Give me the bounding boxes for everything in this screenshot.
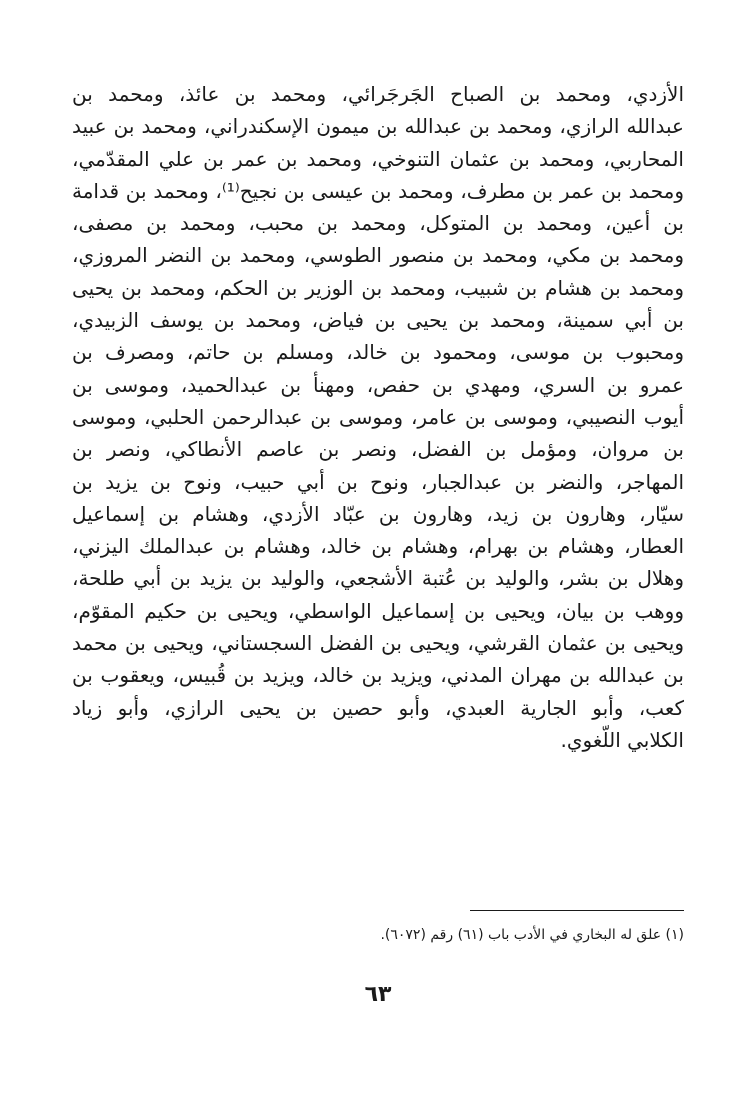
text-line: ومحمد بن هشام بن شبيب، ومحمد بن الوزير بن الحكم، ومحمد بن يحيى <box>72 275 684 300</box>
text-line: الكلابي اللّغوي. <box>560 727 684 752</box>
text-line: بن مروان، ومؤمل بن الفضل، ونصر بن عاصم الأنطاكي، ونصر بن <box>72 437 684 462</box>
text-line: بن أبي سمينة، ومحمد بن يحيى بن فياض، ومحمد بن يوسف الزبيدي، <box>72 308 684 333</box>
text-line: المحاربي، ومحمد بن عثمان التنوخي، ومحمد بن عمر بن علي المقدّمي، <box>72 146 684 171</box>
text-line: ووهب بن بيان، ويحيى بن إسماعيل الواسطي، ويحيى بن حكيم المقوّم، <box>72 598 684 623</box>
text-line: ويحيى بن عثمان القرشي، ويحيى بن الفضل السجستاني، ويحيى بن محمد <box>72 631 684 656</box>
footnote: (١) علق له البخاري في الأدب باب (٦١) رقم (٦٠٧٢). <box>380 927 684 943</box>
text-line: سيّار، وهارون بن زيد، وهارون بن عبّاد الأزدي، وهشام بن إسماعيل <box>72 501 684 526</box>
text-line: ومحمد بن مكي، ومحمد بن منصور الطوسي، ومحمد بن النضر المروزي، <box>72 243 684 268</box>
text-line: عبدالله الرازي، ومحمد بن عبدالله بن ميمون الإسكندراني، ومحمد بن عبيد <box>72 114 684 139</box>
text-line: بن عبدالله بن مهران المدني، ويزيد بن خالد، ويزيد بن قُبيس، ويعقوب بن <box>72 663 684 688</box>
text-line: المهاجر، والنضر بن عبدالجبار، ونوح بن أبي حبيب، ونوح بن يزيد بن <box>72 469 684 494</box>
text-line: وهلال بن بشر، والوليد بن عُتبة الأشجعي، والوليد بن يزيد بن أبي طلحة، <box>72 566 684 591</box>
text-line: أيوب النصيبي، وموسى بن عامر، وموسى بن عبدالرحمن الحلبي، وموسى <box>72 404 684 429</box>
text-line: عمرو بن السري، ومهدي بن حفص، ومهنأ بن عبدالحميد، وموسى بن <box>72 372 684 397</box>
page-number: ٦٣ <box>364 982 392 1007</box>
text-line: العطار، وهشام بن بهرام، وهشام بن خالد، وهشام بن عبدالملك اليزني، <box>72 534 684 559</box>
text-line: بن أعين، ومحمد بن المتوكل، ومحمد بن محبب، ومحمد بن مصفى، <box>72 211 684 236</box>
text-line: ومحبوب بن موسى، ومحمود بن خالد، ومسلم بن حاتم، ومصرف بن <box>72 340 684 365</box>
main-text-block <box>72 78 684 756</box>
text-line: كعب، وأبو الجارية العبدي، وأبو حصين بن يحيى الرازي، وأبو زياد <box>72 695 684 720</box>
text-line: ومحمد بن عمر بن مطرف، ومحمد بن عيسى بن نجيح⁽¹⁾، ومحمد بن قدامة <box>72 178 684 203</box>
text-line: الأزدي، ومحمد بن الصباح الجَرجَرائي، ومحمد بن عائذ، ومحمد بن <box>72 82 684 106</box>
footnote-separator <box>470 910 684 911</box>
